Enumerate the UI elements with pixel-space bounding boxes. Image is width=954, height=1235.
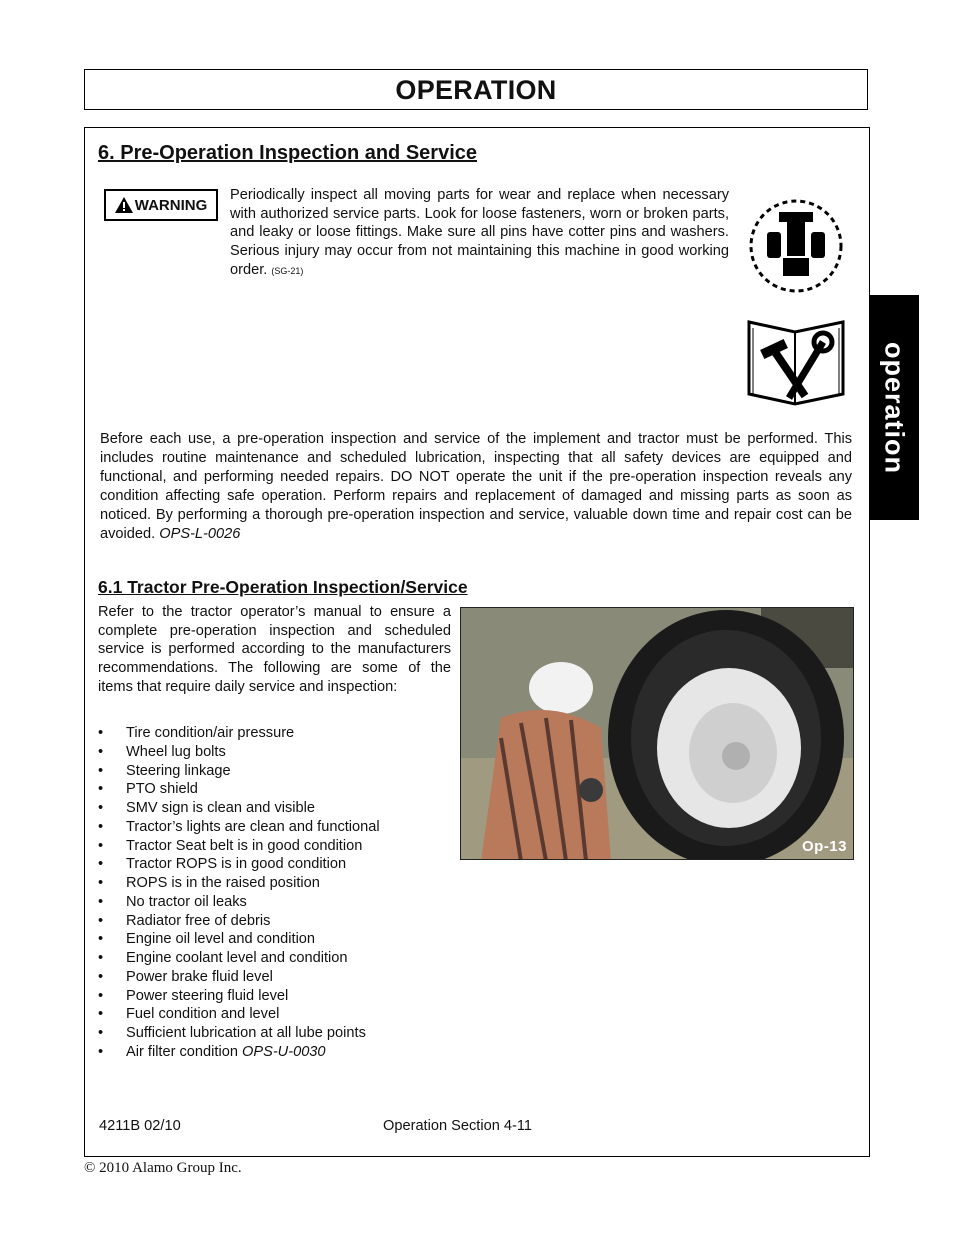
warning-body: Periodically inspect all moving parts for wear and replace when necessary with authorized service parts. Look for loose fasteners, worn or broken parts, and leaky or loose fittings. Make sure all pins have cotter pins and washers. Serious injury may occur from not maintaining this machine in good working order. — [230, 187, 729, 278]
tire-inspection-illustration — [461, 608, 854, 860]
intro-paragraph — [100, 430, 852, 544]
list-item: • SMV sign is clean and visible — [98, 799, 380, 818]
header-box — [84, 69, 868, 110]
warning-triangle-icon — [115, 197, 133, 213]
subsection-title: 6.1 Tractor Pre-Operation Inspection/Service — [98, 577, 468, 597]
list-item: • Tractor ROPS is in good condition — [98, 855, 380, 874]
list-item: • Tire condition/air pressure — [98, 724, 380, 743]
list-item-text: Air filter condition — [126, 1043, 238, 1060]
section-title: 6. Pre-Operation Inspection and Service — [98, 142, 478, 164]
warning-code: (SG-21) — [271, 265, 304, 276]
intro-code: OPS-L-0026 — [159, 526, 241, 542]
list-item: • Engine coolant level and condition — [98, 949, 380, 968]
tractor-safety-icon — [745, 196, 847, 296]
warning-text — [230, 186, 729, 281]
list-item: • Radiator free of debris — [98, 912, 380, 931]
intro-body: Before each use, a pre-operation inspection and service of the implement and tractor must be performed. This includes routine maintenance and scheduled lubrication, inspecting that all safety devices are equipped and functional, and performing needed repairs. DO NOT operate the unit if the pre-operation inspection reveals any condition affecting safe operation. Perform repairs and replacement of damaged and missing parts as soon as noticed. By performing a thorough pre-operation inspection and service, valuable down time and repair cost can be avoided. — [100, 431, 852, 542]
list-item: • Tractor Seat belt is in good condition — [98, 837, 380, 856]
footer-page-number: Operation Section 4-11 — [383, 1118, 533, 1134]
inspection-list — [98, 724, 380, 1062]
subsection-paragraph: Refer to the tractor operator’s manual to ensure a complete pre-operation inspection and scheduled service is performed according to the manufacturers recommendations. The following are some of the items that require daily service and inspection: — [98, 604, 451, 695]
list-item: • ROPS is in the raised position — [98, 874, 380, 893]
list-item: • PTO shield — [98, 780, 380, 799]
list-item: • Tractor’s lights are clean and functional — [98, 818, 380, 837]
list-item — [98, 1043, 380, 1062]
list-item: • Power steering fluid level — [98, 987, 380, 1006]
list-item: • Steering linkage — [98, 762, 380, 781]
footer-doc-id: 4211B 02/10 — [99, 1118, 181, 1134]
photo-label: Op-13 — [801, 838, 847, 855]
tire-inspection-photo — [460, 607, 854, 860]
side-tab — [869, 295, 919, 520]
list-item: • Power brake fluid level — [98, 968, 380, 987]
list-item: • Wheel lug bolts — [98, 743, 380, 762]
operators-manual-tools-icon — [745, 314, 847, 406]
list-item: • Sufficient lubrication at all lube points — [98, 1024, 380, 1043]
warning-badge — [104, 189, 218, 221]
list-item: • Engine oil level and condition — [98, 930, 380, 949]
side-tab-label: operation — [879, 341, 910, 474]
list-code: OPS-U-0030 — [242, 1043, 326, 1060]
copyright-notice: © 2010 Alamo Group Inc. — [84, 1160, 242, 1176]
list-item: • No tractor oil leaks — [98, 893, 380, 912]
page-title: OPERATION — [395, 75, 557, 105]
list-item: • Fuel condition and level — [98, 1005, 380, 1024]
warning-label: WARNING — [134, 196, 208, 214]
